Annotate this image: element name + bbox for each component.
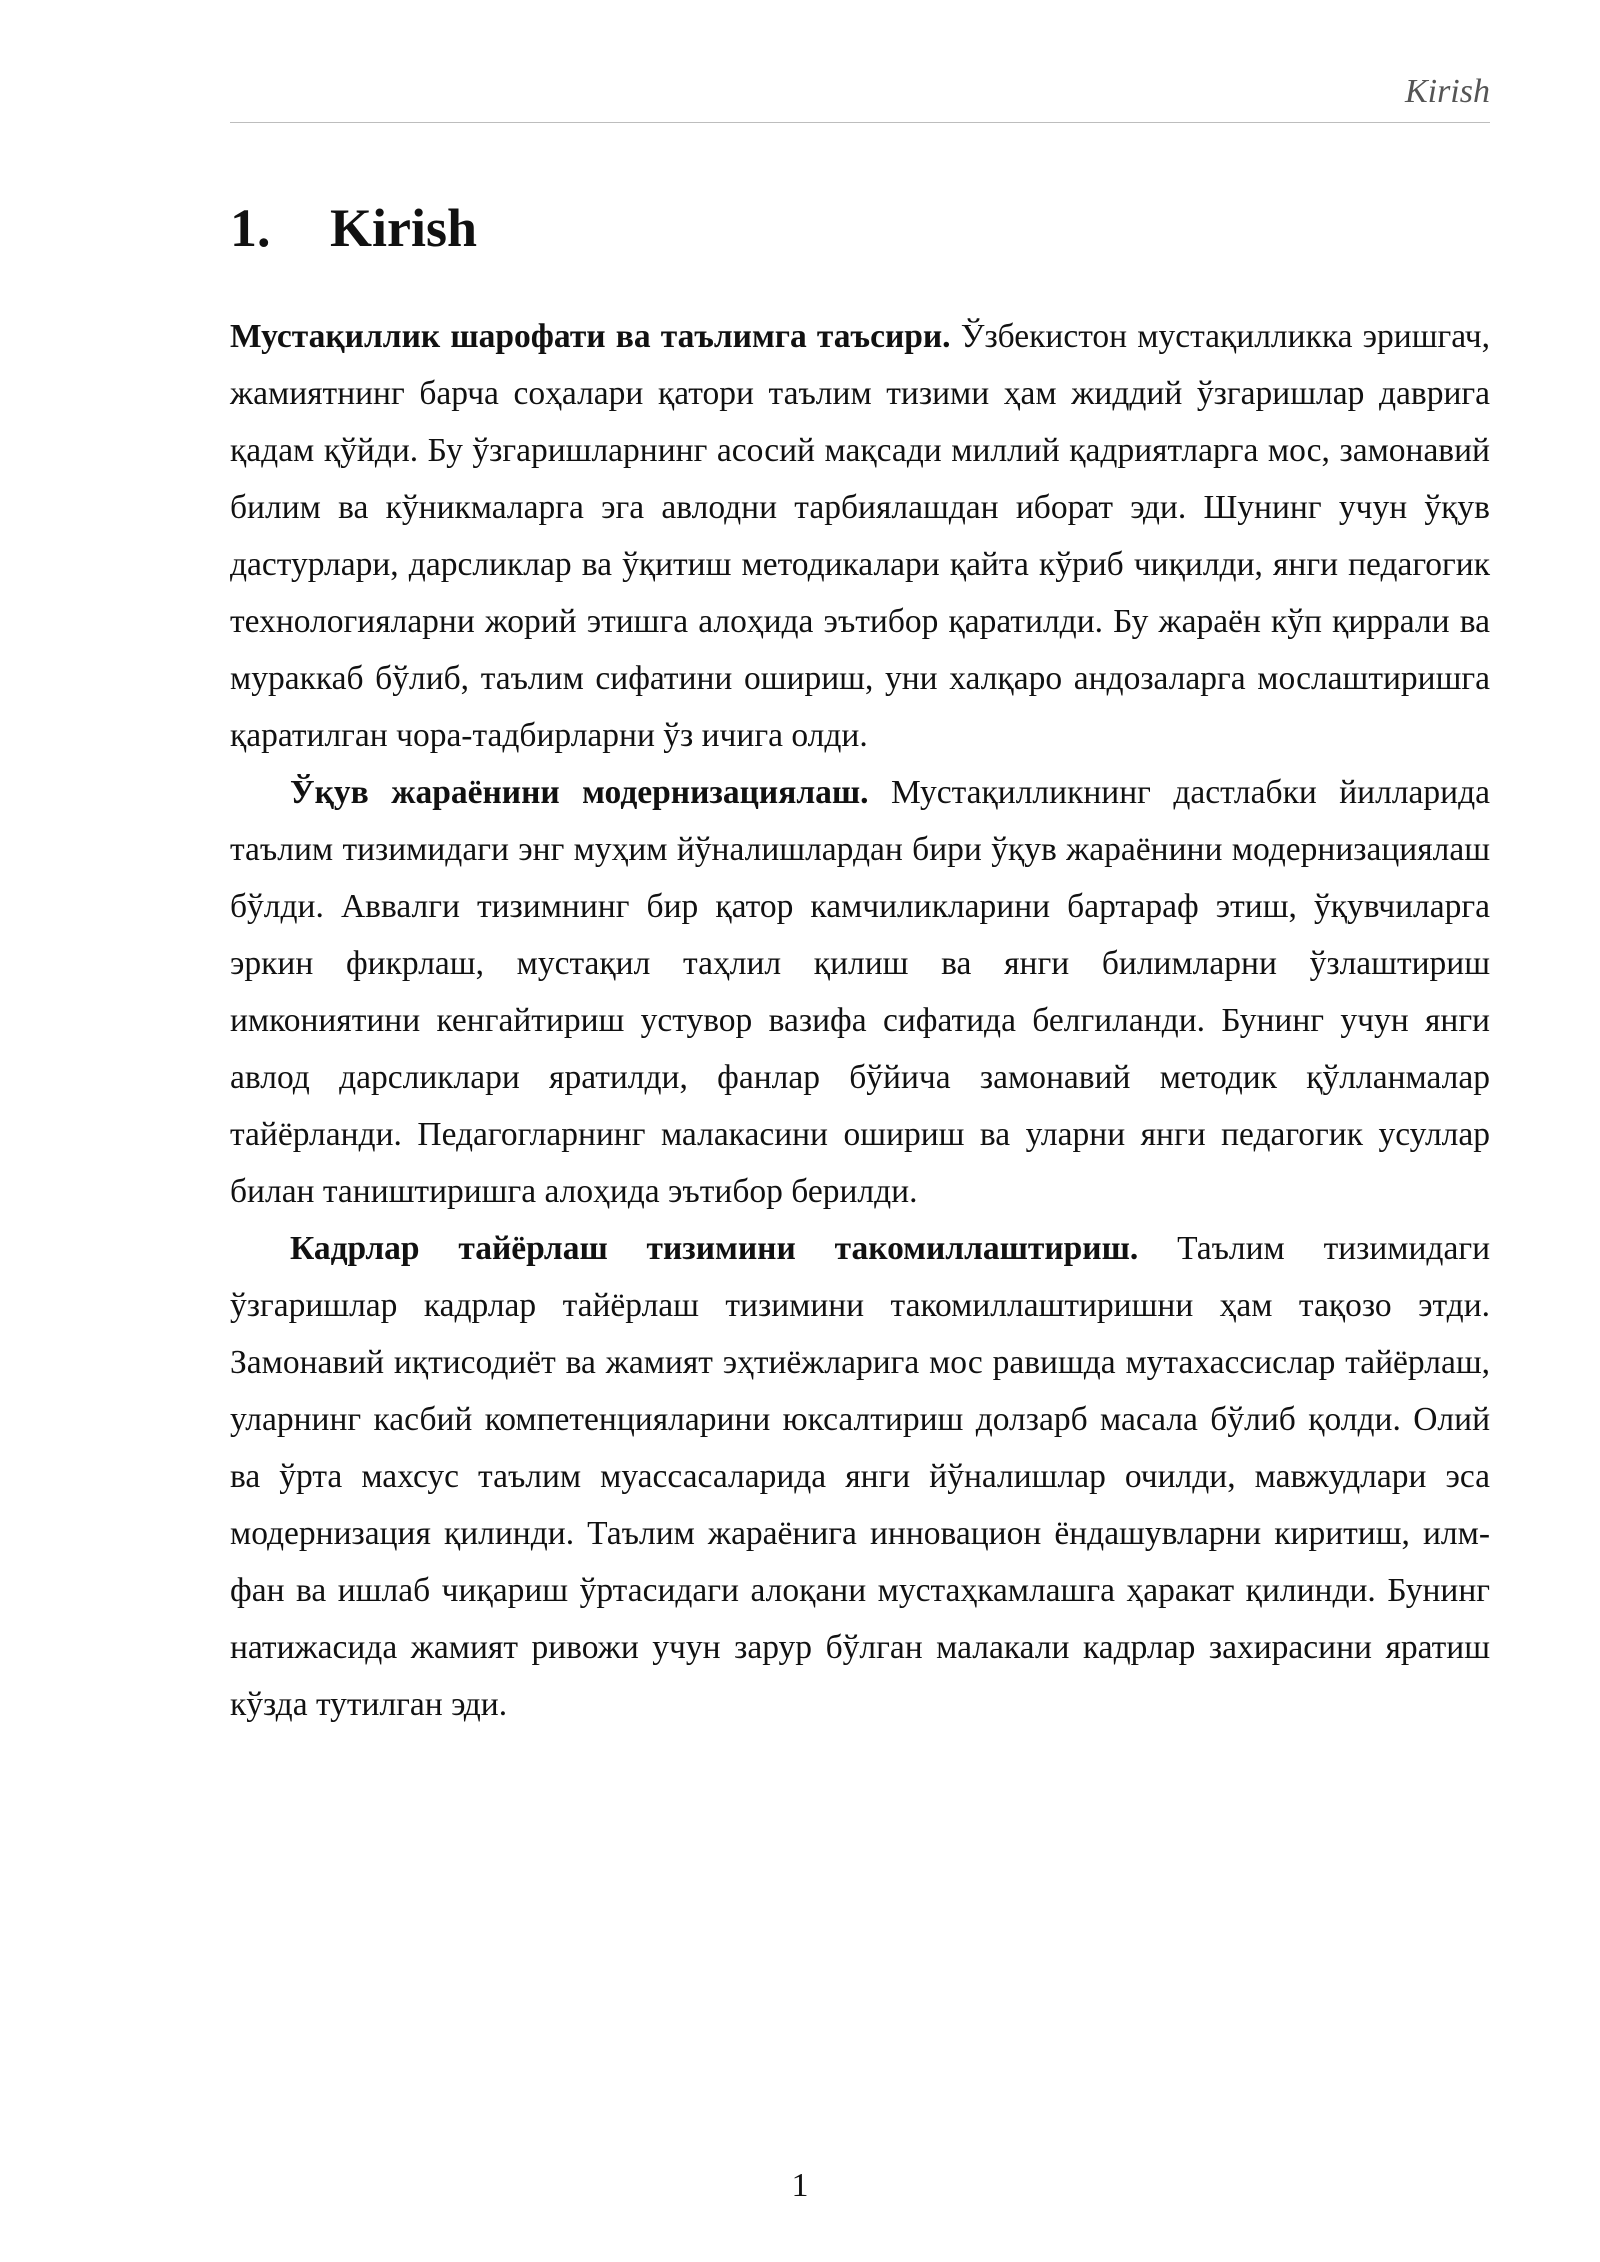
running-head: Kirish	[1404, 73, 1490, 110]
paragraph-modernization	[230, 764, 1490, 1220]
page-header	[230, 72, 1490, 123]
paragraph-personnel	[230, 1220, 1490, 1733]
body-text	[230, 308, 1490, 1733]
paragraph-body: Ўзбекистон мустақилликка эришгач, жамиятнинг барча соҳалари қатори таълим тизими ҳам жиддий ўзгаришлар даврига қадам қўйди. Бу ўзгаришларнинг асосий мақсади миллий қадриятларга мос, замонавий билим ва кўникмаларга эга авлодни тарбиялашдан иборат эди. Шунинг учун ўқув дастурлари, дарсликлар ва ўқитиш методикалари қайта кўриб чиқилди, янги педагогик технологияларни жорий этишга алоҳида эътибор қаратилди. Бу жараён кўп қиррали ва мураккаб бўлиб, таълим сифатини ошириш, уни халқаро андозаларга мослаштиришга қаратилган чора-тадбирларни ўз ичига олди.	[230, 318, 1490, 754]
paragraph-body: Мустақилликнинг дастлабки йилларида таълим тизимидаги энг муҳим йўналишлардан бири ўқув жараёнини модернизациялаш бўлди. Аввалги тизимнинг бир қатор камчиликларини бартараф этиш, ўқувчиларга эркин фикрлаш, мустақил таҳлил қилиш ва янги билимларни ўзлаштириш имкониятини кенгайтириш устувор вазифа сифатида белгиланди. Бунинг учун янги авлод дарсликлари яратилди, фанлар бўйича замонавий методик қўлланмалар тайёрланди. Педагогларнинг малакасини ошириш ва уларни янги педагогик усуллар билан таништиришга алоҳида эътибор берилди.	[230, 774, 1490, 1210]
page-number: 1	[791, 2167, 809, 2204]
paragraph-lead: Мустақиллик шарофати ва таълимга таъсири.	[230, 318, 951, 355]
chapter-number: 1.	[230, 198, 271, 258]
paragraph-independence	[230, 308, 1490, 764]
paragraph-lead: Ўқув жараёнини модернизациялаш.	[290, 774, 869, 811]
paragraph-body: Таълим тизимидаги ўзгаришлар кадрлар тайёрлаш тизимини такомиллаштиришни ҳам тақозо этди. Замонавий иқтисодиёт ва жамият эҳтиёжларига мос равишда мутахассислар тайёрлаш, уларнинг касбий компетенцияларини юксалтириш долзарб масала бўлиб қолди. Олий ва ўрта махсус таълим муассасаларида янги йўналишлар очилди, мавжудлари эса модернизация қилинди. Таълим жараёнига инновацион ёндашувларни киритиш, илм-фан ва ишлаб чиқариш ўртасидаги алоқани мустаҳкамлашга ҳаракат қилинди. Бунинг натижасида жамият ривожи учун зарур бўлган малакали кадрлар захирасини яратиш кўзда тутилган эди.	[230, 1230, 1491, 1723]
chapter-title: Kirish	[330, 198, 478, 258]
chapter-heading	[230, 196, 477, 261]
paragraph-lead: Кадрлар тайёрлаш тизимини такомиллаштириш.	[290, 1230, 1139, 1267]
